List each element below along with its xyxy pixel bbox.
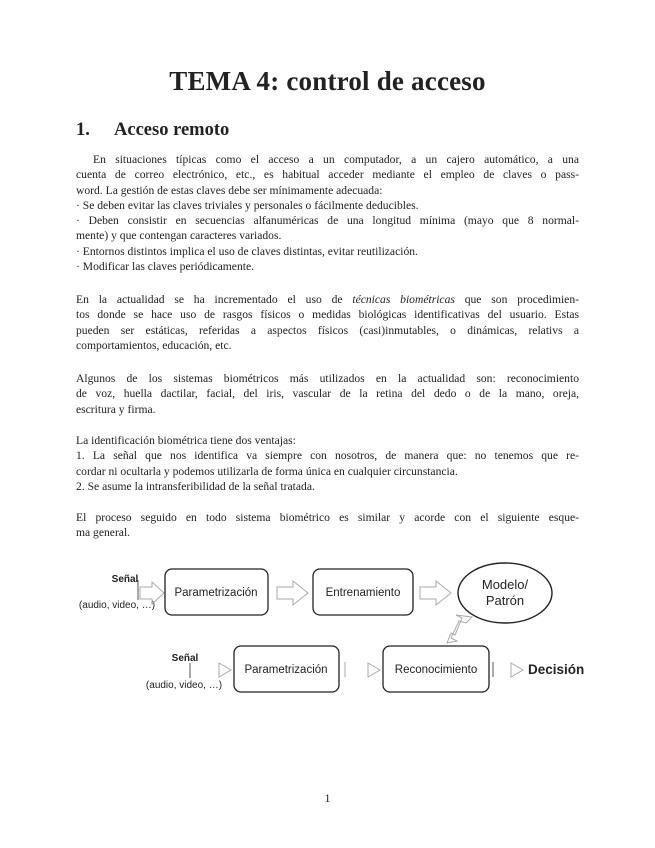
text-line: tos donde se hace uso de rasgos físicos o medidas biológicas identificativas del usuario. Estas (76, 308, 579, 322)
model-to-recognition-arrow (447, 615, 472, 643)
emphasis-text: técnicas biométricas (352, 293, 455, 306)
row2-arrow-2-head (368, 663, 380, 677)
row1-arrow-2 (277, 581, 308, 605)
text-line: En situaciones típicas como el acceso a un computador, a un cajero automático, a una (93, 153, 579, 166)
list-item: · Deben consistir en secuencias alfanuméricas de una longitud mínima (mayo que 8 normal- (76, 214, 579, 228)
text-fragment: que son procedimien- (454, 293, 579, 306)
row2-arrow-3-head (511, 663, 523, 677)
text-line: word. La gestión de estas claves debe ser mínimamente adecuada: (76, 183, 383, 197)
page-number: 1 (324, 791, 331, 805)
section-number: 1. (76, 120, 90, 140)
text-line: pueden ser estáticas, referidas a aspectos físicos (casi)inmutables, o dinámicas, relativs a (76, 323, 579, 337)
row2-signal-label: Señal (171, 653, 199, 664)
row1-arrow-3 (420, 581, 451, 605)
row2-box-reconocimiento-label: Reconocimiento (394, 664, 478, 676)
text-line: La identificación biométrica tiene dos ventajas: (76, 434, 296, 447)
section-title: Acceso remoto (114, 120, 230, 140)
row1-box-entrenamiento-label: Entrenamiento (325, 587, 401, 599)
paragraph-systems (76, 371, 579, 417)
list-item: 1. La señal que nos identifica va siempre con nosotros, de manera que: no tenemos que re- (76, 449, 579, 463)
row2-arrow-1 (219, 663, 231, 677)
text-line (76, 292, 579, 307)
list-item: · Entornos distintos implica el uso de claves distintas, evitar reutilización. (76, 244, 418, 258)
row2-box-parametrizacion-label: Parametrización (244, 664, 328, 676)
row1-signal-label: Señal (111, 574, 139, 585)
paragraph-biometrics (76, 292, 579, 353)
paragraph-passwords (76, 152, 579, 274)
text-line: Algunos de los sistemas biométricos más utilizados en la actualidad son: reconocimiento (76, 372, 579, 385)
page-title: TEMA 4: control de acceso (169, 66, 486, 96)
text-line: comportamientos, educación, etc. (76, 338, 232, 352)
biometric-process-diagram (70, 560, 600, 700)
list-item: · Modificar las claves periódicamente. (76, 260, 255, 274)
model-label-line2: Patrón (485, 593, 525, 608)
list-item: · Se deben evitar las claves triviales y personales o fácilmente deducibles. (76, 198, 419, 212)
list-item: 2. Se asume la intransferibilidad de la señal tratada. (76, 479, 315, 493)
text-line: cuenta de correo electrónico, etc., es habitual acceder mediante el empleo de claves o pass- (76, 168, 579, 182)
paragraph-process (76, 510, 579, 541)
paragraph-advantages (76, 433, 579, 494)
section-heading (76, 120, 229, 141)
row1-signal-source: (audio, video, …) (78, 600, 156, 611)
text-fragment: En la actualidad se ha incrementado el uso de (76, 293, 353, 306)
decision-label: Decisión (528, 662, 585, 677)
row2-signal-source: (audio, video, …) (145, 680, 223, 691)
text-line: escritura y firma. (76, 402, 156, 416)
row1-box-parametrizacion-label: Parametrización (174, 587, 258, 599)
text-line: mente) y que contengan caracteres variados. (76, 229, 282, 243)
text-line: cordar ni ocultarla y podemos utilizarla de forma única en cualquier circunstancia. (76, 464, 458, 478)
model-label-line1: Modelo/ (481, 577, 529, 592)
text-line: de voz, huella dactilar, facial, del iris, vascular de la retina del dedo o de la mano, oreja, (76, 387, 579, 401)
text-line: ma general. (76, 526, 131, 540)
text-line: El proceso seguido en todo sistema biométrico es similar y acorde con el siguiente esque- (76, 511, 579, 524)
